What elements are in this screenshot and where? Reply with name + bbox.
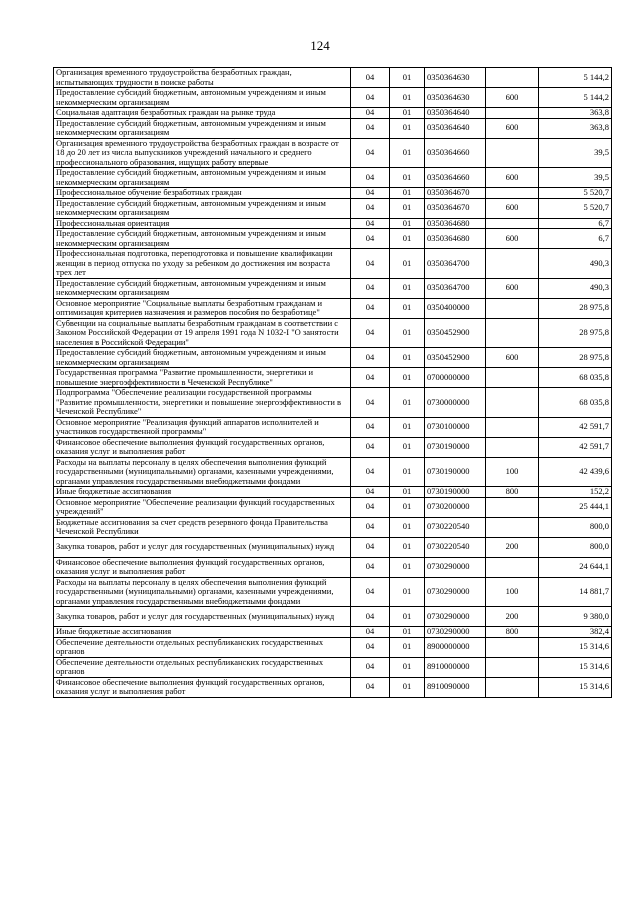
row-name-cell: Иные бюджетные ассигнования xyxy=(54,487,351,498)
table-row xyxy=(54,318,612,348)
row-expense-type-cell xyxy=(486,657,539,677)
row-name-cell: Закупка товаров, работ и услуг для государственных (муниципальных) нужд xyxy=(54,537,351,557)
row-name-cell: Расходы на выплаты персоналу в целях обеспечения выполнения функций государственными (муниципальными) органами, казенными учреждениями, органами управления государственными внебюджетными фондами xyxy=(54,577,351,607)
row-name-cell: Профессиональная подготовка, переподготовка и повышение квалификации женщин в период отпуска по уходу за ребенком до достижения им возраста трех лет xyxy=(54,249,351,279)
row-expense-type-cell xyxy=(486,108,539,119)
row-section-cell: 04 xyxy=(351,657,390,677)
row-subsection-cell: 01 xyxy=(390,278,425,298)
row-target-article-cell: 0350452900 xyxy=(425,318,486,348)
row-target-article-cell: 0350364700 xyxy=(425,249,486,279)
budget-table xyxy=(53,67,612,698)
table-row xyxy=(54,437,612,457)
row-section-cell: 04 xyxy=(351,118,390,138)
row-subsection-cell: 01 xyxy=(390,198,425,218)
row-name-cell: Расходы на выплаты персоналу в целях обеспечения выполнения функций государственными (муниципальными) органами, казенными учреждениями, органами управления государственными внебюджетными фондами xyxy=(54,457,351,487)
row-section-cell: 04 xyxy=(351,627,390,638)
row-name-cell: Предоставление субсидий бюджетным, автономным учреждениям и иным некоммерческим организациям xyxy=(54,88,351,108)
row-section-cell: 04 xyxy=(351,497,390,517)
row-target-article-cell: 0350364660 xyxy=(425,138,486,168)
row-expense-type-cell: 600 xyxy=(486,278,539,298)
row-name-cell: Обеспечение деятельности отдельных республиканских государственных органов xyxy=(54,657,351,677)
table-row xyxy=(54,657,612,677)
table-row xyxy=(54,417,612,437)
row-expense-type-cell xyxy=(486,417,539,437)
row-subsection-cell: 01 xyxy=(390,368,425,388)
row-subsection-cell: 01 xyxy=(390,457,425,487)
row-target-article-cell: 0730190000 xyxy=(425,437,486,457)
row-expense-type-cell xyxy=(486,218,539,229)
row-subsection-cell: 01 xyxy=(390,627,425,638)
row-name-cell: Предоставление субсидий бюджетным, автономным учреждениям и иным некоммерческим организациям xyxy=(54,198,351,218)
row-section-cell: 04 xyxy=(351,298,390,318)
row-section-cell: 04 xyxy=(351,198,390,218)
row-section-cell: 04 xyxy=(351,218,390,229)
row-target-article-cell: 8910000000 xyxy=(425,657,486,677)
row-section-cell: 04 xyxy=(351,249,390,279)
row-target-article-cell: 0730290000 xyxy=(425,557,486,577)
row-target-article-cell: 0350364680 xyxy=(425,218,486,229)
row-amount-cell: 42 439,6 xyxy=(539,457,612,487)
row-subsection-cell: 01 xyxy=(390,138,425,168)
row-subsection-cell: 01 xyxy=(390,517,425,537)
row-amount-cell: 5 144,2 xyxy=(539,68,612,88)
row-name-cell: Финансовое обеспечение выполнения функций государственных органов, оказания услуг и выполнения работ xyxy=(54,437,351,457)
row-amount-cell: 363,8 xyxy=(539,108,612,119)
row-amount-cell: 5 520,7 xyxy=(539,198,612,218)
row-name-cell: Профессиональная ориентация xyxy=(54,218,351,229)
row-subsection-cell: 01 xyxy=(390,557,425,577)
row-amount-cell: 15 314,6 xyxy=(539,677,612,697)
row-section-cell: 04 xyxy=(351,88,390,108)
row-subsection-cell: 01 xyxy=(390,108,425,119)
row-section-cell: 04 xyxy=(351,348,390,368)
row-section-cell: 04 xyxy=(351,108,390,119)
row-expense-type-cell xyxy=(486,298,539,318)
row-name-cell: Основное мероприятие "Обеспечение реализации функций государственных учреждений" xyxy=(54,497,351,517)
row-section-cell: 04 xyxy=(351,577,390,607)
row-name-cell: Финансовое обеспечение выполнения функций государственных органов, оказания услуг и выполнения работ xyxy=(54,677,351,697)
row-expense-type-cell xyxy=(486,368,539,388)
row-name-cell: Предоставление субсидий бюджетным, автономным учреждениям и иным некоммерческим организациям xyxy=(54,118,351,138)
row-name-cell: Финансовое обеспечение выполнения функций государственных органов, оказания услуг и выполнения работ xyxy=(54,557,351,577)
row-amount-cell: 39,5 xyxy=(539,168,612,188)
row-expense-type-cell xyxy=(486,497,539,517)
row-name-cell: Организация временного трудоустройства безработных граждан в возрасте от 18 до 20 лет из числа выпускников учреждений начального и среднего профессионального образования, ищущих работу впервые xyxy=(54,138,351,168)
table-row xyxy=(54,348,612,368)
row-name-cell: Предоставление субсидий бюджетным, автономным учреждениям и иным некоммерческим организациям xyxy=(54,278,351,298)
row-section-cell: 04 xyxy=(351,517,390,537)
row-amount-cell: 68 035,8 xyxy=(539,388,612,418)
row-expense-type-cell xyxy=(486,388,539,418)
table-row xyxy=(54,677,612,697)
row-subsection-cell: 01 xyxy=(390,68,425,88)
table-row xyxy=(54,249,612,279)
row-amount-cell: 42 591,7 xyxy=(539,437,612,457)
row-amount-cell: 25 444,1 xyxy=(539,497,612,517)
row-subsection-cell: 01 xyxy=(390,657,425,677)
row-amount-cell: 800,0 xyxy=(539,537,612,557)
budget-table-body xyxy=(54,68,612,698)
row-subsection-cell: 01 xyxy=(390,348,425,368)
row-subsection-cell: 01 xyxy=(390,437,425,457)
row-expense-type-cell: 600 xyxy=(486,198,539,218)
table-row xyxy=(54,118,612,138)
row-section-cell: 04 xyxy=(351,168,390,188)
row-amount-cell: 800,0 xyxy=(539,517,612,537)
row-amount-cell: 15 314,6 xyxy=(539,637,612,657)
row-section-cell: 04 xyxy=(351,457,390,487)
row-amount-cell: 152,2 xyxy=(539,487,612,498)
row-target-article-cell: 0730290000 xyxy=(425,627,486,638)
table-row xyxy=(54,218,612,229)
row-section-cell: 04 xyxy=(351,417,390,437)
row-section-cell: 04 xyxy=(351,229,390,249)
row-amount-cell: 24 644,1 xyxy=(539,557,612,577)
row-expense-type-cell xyxy=(486,557,539,577)
row-subsection-cell: 01 xyxy=(390,637,425,657)
row-expense-type-cell: 100 xyxy=(486,457,539,487)
row-name-cell: Предоставление субсидий бюджетным, автономным учреждениям и иным некоммерческим организациям xyxy=(54,229,351,249)
row-amount-cell: 490,3 xyxy=(539,249,612,279)
row-expense-type-cell: 800 xyxy=(486,487,539,498)
row-section-cell: 04 xyxy=(351,677,390,697)
row-section-cell: 04 xyxy=(351,487,390,498)
row-expense-type-cell: 800 xyxy=(486,627,539,638)
row-expense-type-cell: 600 xyxy=(486,118,539,138)
table-row xyxy=(54,497,612,517)
row-subsection-cell: 01 xyxy=(390,318,425,348)
table-row xyxy=(54,168,612,188)
row-name-cell: Подпрограмма "Обеспечение реализации государственной программы "Развитие промышленности, энергетики и повышение энергоэффективности в Чеченской Республике" xyxy=(54,388,351,418)
row-amount-cell: 15 314,6 xyxy=(539,657,612,677)
row-subsection-cell: 01 xyxy=(390,249,425,279)
row-section-cell: 04 xyxy=(351,368,390,388)
row-subsection-cell: 01 xyxy=(390,677,425,697)
row-expense-type-cell xyxy=(486,437,539,457)
row-target-article-cell: 0730290000 xyxy=(425,577,486,607)
row-section-cell: 04 xyxy=(351,388,390,418)
table-row xyxy=(54,627,612,638)
row-subsection-cell: 01 xyxy=(390,497,425,517)
row-expense-type-cell xyxy=(486,318,539,348)
row-amount-cell: 6,7 xyxy=(539,229,612,249)
table-row xyxy=(54,198,612,218)
table-row xyxy=(54,487,612,498)
row-amount-cell: 5 144,2 xyxy=(539,88,612,108)
row-subsection-cell: 01 xyxy=(390,298,425,318)
row-target-article-cell: 0350364660 xyxy=(425,168,486,188)
row-section-cell: 04 xyxy=(351,537,390,557)
row-expense-type-cell: 600 xyxy=(486,168,539,188)
table-row xyxy=(54,138,612,168)
table-row xyxy=(54,517,612,537)
row-amount-cell: 39,5 xyxy=(539,138,612,168)
row-target-article-cell: 0350364640 xyxy=(425,108,486,119)
row-subsection-cell: 01 xyxy=(390,417,425,437)
row-amount-cell: 6,7 xyxy=(539,218,612,229)
row-expense-type-cell xyxy=(486,517,539,537)
row-name-cell: Предоставление субсидий бюджетным, автономным учреждениям и иным некоммерческим организациям xyxy=(54,168,351,188)
row-amount-cell: 14 881,7 xyxy=(539,577,612,607)
row-target-article-cell: 0350452900 xyxy=(425,348,486,368)
row-name-cell: Организация временного трудоустройства безработных граждан, испытывающих трудности в поиске работы xyxy=(54,68,351,88)
table-row xyxy=(54,68,612,88)
row-subsection-cell: 01 xyxy=(390,229,425,249)
row-subsection-cell: 01 xyxy=(390,537,425,557)
row-name-cell: Иные бюджетные ассигнования xyxy=(54,627,351,638)
row-expense-type-cell: 100 xyxy=(486,577,539,607)
row-expense-type-cell: 200 xyxy=(486,537,539,557)
row-target-article-cell: 0730220540 xyxy=(425,517,486,537)
row-expense-type-cell xyxy=(486,249,539,279)
row-amount-cell: 5 520,7 xyxy=(539,188,612,199)
row-target-article-cell: 8910090000 xyxy=(425,677,486,697)
row-expense-type-cell: 600 xyxy=(486,348,539,368)
row-subsection-cell: 01 xyxy=(390,188,425,199)
row-subsection-cell: 01 xyxy=(390,577,425,607)
row-target-article-cell: 0350364630 xyxy=(425,88,486,108)
row-name-cell: Основное мероприятие "Реализация функций аппаратов исполнителей и участников государственной программы" xyxy=(54,417,351,437)
table-row xyxy=(54,537,612,557)
table-row xyxy=(54,637,612,657)
row-target-article-cell: 0730190000 xyxy=(425,487,486,498)
row-target-article-cell: 0350364630 xyxy=(425,68,486,88)
row-amount-cell: 28 975,8 xyxy=(539,348,612,368)
row-target-article-cell: 0730200000 xyxy=(425,497,486,517)
row-name-cell: Бюджетные ассигнования за счет средств резервного фонда Правительства Чеченской Республики xyxy=(54,517,351,537)
row-amount-cell: 363,8 xyxy=(539,118,612,138)
table-row xyxy=(54,457,612,487)
row-name-cell: Основное мероприятие "Социальные выплаты безработным гражданам и оптимизация критериев назначения и размеров пособия по безработице" xyxy=(54,298,351,318)
row-amount-cell: 9 380,0 xyxy=(539,607,612,627)
row-name-cell: Обеспечение деятельности отдельных республиканских государственных органов xyxy=(54,637,351,657)
row-section-cell: 04 xyxy=(351,278,390,298)
row-target-article-cell: 0700000000 xyxy=(425,368,486,388)
row-subsection-cell: 01 xyxy=(390,487,425,498)
row-expense-type-cell xyxy=(486,68,539,88)
row-name-cell: Социальная адаптация безработных граждан на рынке труда xyxy=(54,108,351,119)
row-target-article-cell: 0350400000 xyxy=(425,298,486,318)
row-name-cell: Профессиональное обучение безработных граждан xyxy=(54,188,351,199)
row-section-cell: 04 xyxy=(351,637,390,657)
row-expense-type-cell: 600 xyxy=(486,229,539,249)
row-subsection-cell: 01 xyxy=(390,388,425,418)
table-row xyxy=(54,108,612,119)
row-section-cell: 04 xyxy=(351,318,390,348)
row-expense-type-cell: 200 xyxy=(486,607,539,627)
row-section-cell: 04 xyxy=(351,557,390,577)
table-row xyxy=(54,557,612,577)
row-amount-cell: 28 975,8 xyxy=(539,298,612,318)
row-subsection-cell: 01 xyxy=(390,218,425,229)
row-amount-cell: 490,3 xyxy=(539,278,612,298)
row-target-article-cell: 0730290000 xyxy=(425,607,486,627)
row-target-article-cell: 0350364670 xyxy=(425,198,486,218)
row-name-cell: Субвенции на социальные выплаты безработным гражданам в соответствии с Законом Российской Федерации от 19 апреля 1991 года N 1032-I "О занятости населения в Российской Федерации" xyxy=(54,318,351,348)
row-target-article-cell: 0350364680 xyxy=(425,229,486,249)
table-row xyxy=(54,577,612,607)
row-section-cell: 04 xyxy=(351,607,390,627)
table-row xyxy=(54,607,612,627)
table-row xyxy=(54,278,612,298)
row-target-article-cell: 0730000000 xyxy=(425,388,486,418)
row-target-article-cell: 0350364700 xyxy=(425,278,486,298)
row-amount-cell: 68 035,8 xyxy=(539,368,612,388)
row-target-article-cell: 0730100000 xyxy=(425,417,486,437)
row-target-article-cell: 0350364640 xyxy=(425,118,486,138)
row-subsection-cell: 01 xyxy=(390,168,425,188)
page-number: 124 xyxy=(310,38,330,53)
row-target-article-cell: 8900000000 xyxy=(425,637,486,657)
table-row xyxy=(54,298,612,318)
row-subsection-cell: 01 xyxy=(390,118,425,138)
row-amount-cell: 382,4 xyxy=(539,627,612,638)
row-expense-type-cell xyxy=(486,637,539,657)
row-name-cell: Предоставление субсидий бюджетным, автономным учреждениям и иным некоммерческим организациям xyxy=(54,348,351,368)
row-expense-type-cell xyxy=(486,677,539,697)
row-target-article-cell: 0730190000 xyxy=(425,457,486,487)
row-subsection-cell: 01 xyxy=(390,607,425,627)
table-row xyxy=(54,229,612,249)
row-subsection-cell: 01 xyxy=(390,88,425,108)
row-target-article-cell: 0730220540 xyxy=(425,537,486,557)
row-section-cell: 04 xyxy=(351,437,390,457)
row-amount-cell: 28 975,8 xyxy=(539,318,612,348)
table-row xyxy=(54,188,612,199)
row-target-article-cell: 0350364670 xyxy=(425,188,486,199)
row-section-cell: 04 xyxy=(351,68,390,88)
row-name-cell: Закупка товаров, работ и услуг для государственных (муниципальных) нужд xyxy=(54,607,351,627)
table-row xyxy=(54,388,612,418)
row-expense-type-cell: 600 xyxy=(486,88,539,108)
row-amount-cell: 42 591,7 xyxy=(539,417,612,437)
row-expense-type-cell xyxy=(486,138,539,168)
row-expense-type-cell xyxy=(486,188,539,199)
row-section-cell: 04 xyxy=(351,138,390,168)
row-section-cell: 04 xyxy=(351,188,390,199)
table-row xyxy=(54,368,612,388)
row-name-cell: Государственная программа "Развитие промышленности, энергетики и повышение энергоэффективности в Чеченской Республике" xyxy=(54,368,351,388)
table-row xyxy=(54,88,612,108)
